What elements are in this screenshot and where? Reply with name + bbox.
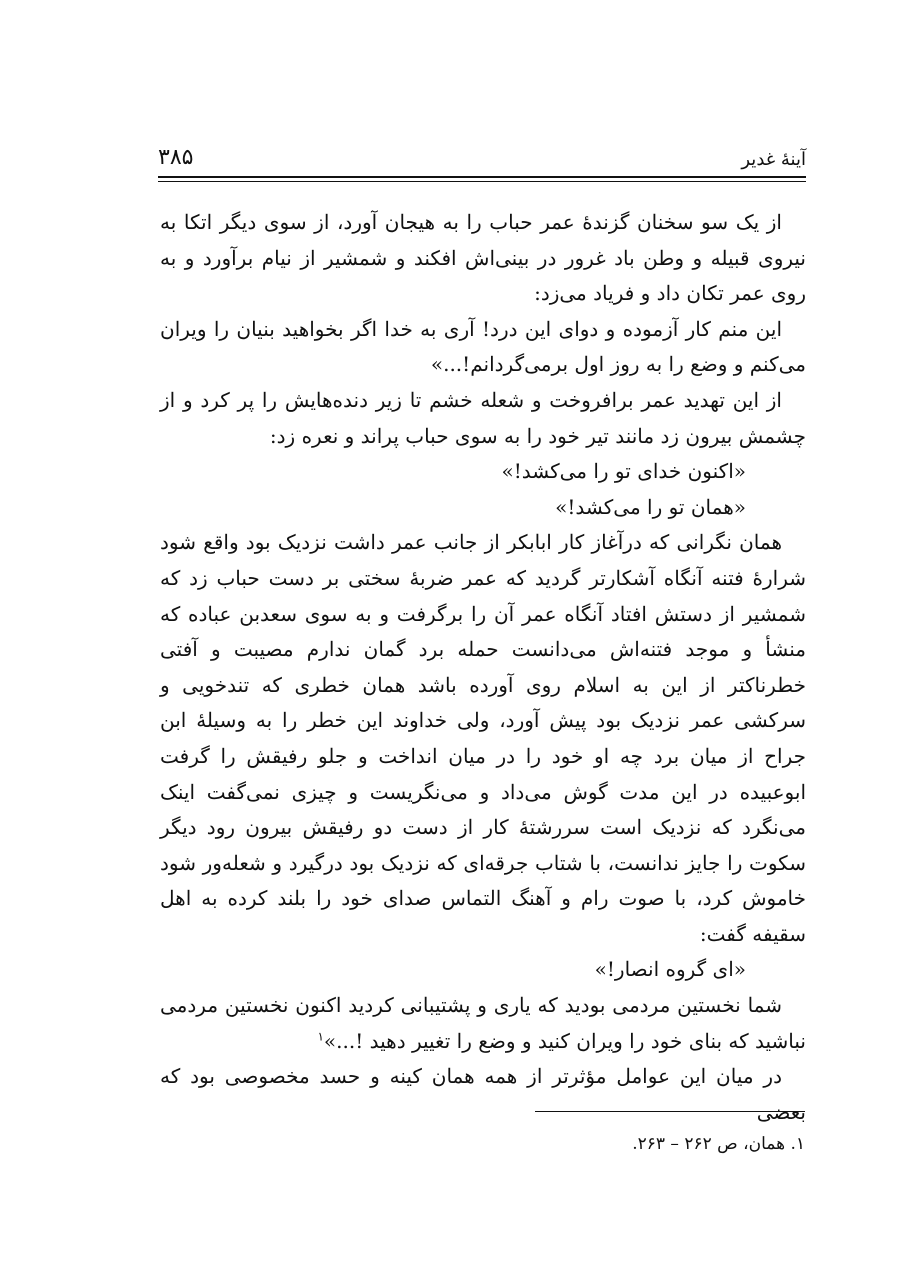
body-text [160,205,806,1130]
quote-line: «اکنون خدای تو را می‌کشد!» [501,459,746,484]
footnote-rule [535,1111,805,1112]
footnote-reference[interactable]: ۱ [317,1029,324,1043]
paragraph: از این تهدید عمر برافروخت و شعله خشم تا زیر دنده‌هایش را پر کرد و از چشمش بیرون زد مانند تیر خود را به سوی حباب پراند و نعره زد: [160,387,806,448]
paragraph: از یک سو سخنان گزندهٔ عمر حباب را به هیجان آورد، از سوی دیگر اتکا به نیروی قبیله و وطن باد غرور در بینی‌اش افکند و شمشیر از نیام برآورد و به روی عمر تکان داد و فریاد می‌زد: [160,210,806,306]
paragraph [160,988,806,1059]
header-rule [158,176,806,178]
quote-line: «همان تو را می‌کشد!» [555,494,746,519]
header-rule-thin [158,181,806,182]
footnote: ۱. همان، ص ۲۶۲ – ۲۶۳. [632,1134,805,1154]
paragraph: همان نگرانی که درآغاز کار ابابکر از جانب عمر داشت نزدیک بود واقع شود شرارهٔ فتنه آنگاه آشکارتر گردید که عمر ضربهٔ سختی بر دست حباب زد که شمشیر از دستش افتاد آنگاه عمر آن را برگرفت و به سوی سعدبن عباده که منشأ و موجد فتنه‌اش می‌دانست حمله برد گمان ندارم مصیبت و آفتی خطرناکتر از این به اسلام روی آورده باشد همان خطری که تندخویی و سرکشی عمر نزدیک بود پیش آورد، ولی خداوند این خطر را به وسیلهٔ ابن جراح از میان برد چه او خود را در میان انداخت و جلو رفیقش را گرفت ابوعبیده در این مدت گوش می‌داد و می‌نگریست و چیزی نمی‌گفت اینک می‌نگرد که نزدیک است سررشتهٔ کار از دست دو رفیقش بیرون رود دیگر سکوت را جایز ندانست، با شتاب جرقه‌ای که نزدیک بود درگیرد و شعله‌ور شود خاموش کرد، با صوت رام و آهنگ التماس صدای خود را بلند کرده به اهل سقیفه گفت: [160,530,807,946]
quote-line: «ای گروه انصار!» [594,957,746,982]
paragraph-text: شما نخستین مردمی بودید که یاری و پشتیبانی کردید اکنون نخستین مردمی نباشید که بنای خود را ویران کنید و وضع را تغییر دهید !...» [160,993,806,1053]
paragraph: این منم کار آزموده و دوای این درد! آری به خدا اگر بخواهید بنیان را ویران می‌کنم و وضع را به روز اول برمی‌گردانم!...» [160,316,806,377]
running-title: آینهٔ غدیر [741,149,806,170]
paragraph: در میان این عوامل مؤثرتر از همه همان کینه و حسد مخصوصی بود که بعضی [160,1064,806,1124]
page-header [158,140,806,174]
page-number: ۳۸۵ [158,145,194,170]
